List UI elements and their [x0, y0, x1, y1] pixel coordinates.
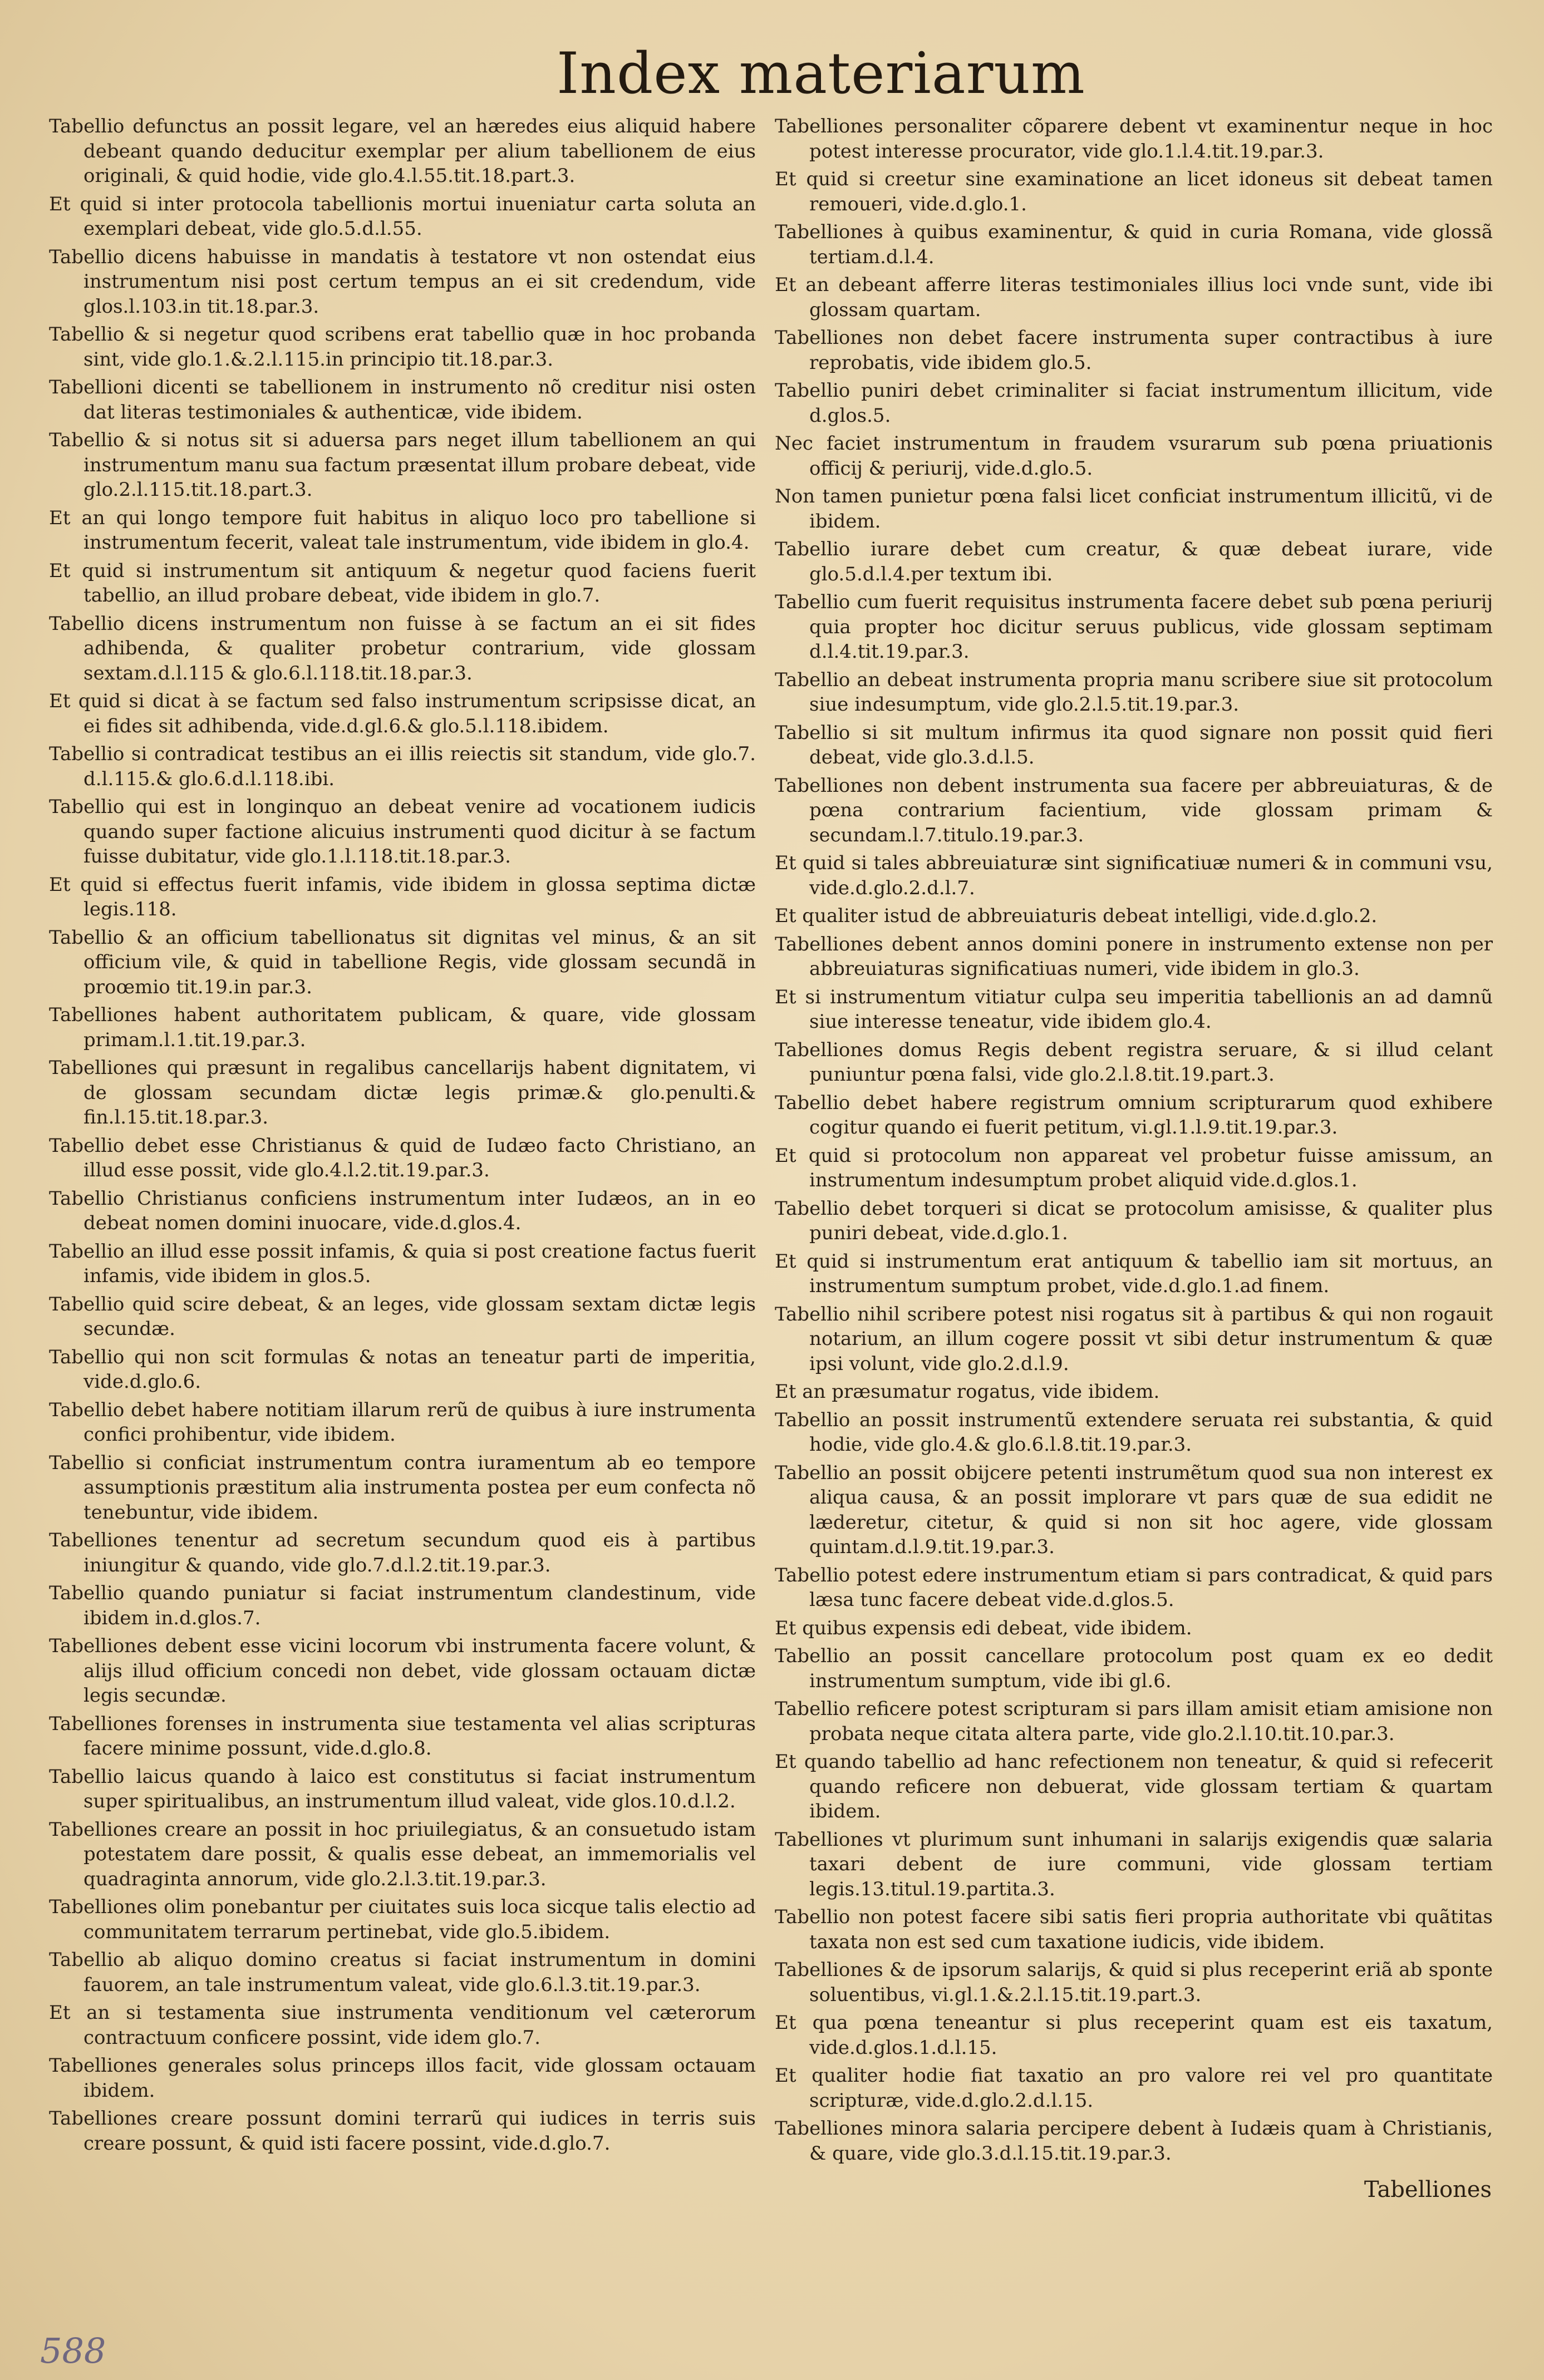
index-entry: Tabellio iurare debet cum creatur, & quæ debeat iurare, vide glo.5.d.l.4.per textum ibi.	[775, 538, 1493, 585]
index-entry: Tabellio defunctus an possit legare, vel an hæredes eius aliquid habere debeant quando deducitur exemplar per alium tabellionem de eius originali, & quid hodie, vide glo.4.l.55.tit.18.part.3.	[49, 115, 756, 187]
index-entry: Tabellio qui non scit formulas & notas an teneatur parti de imperitia, vide.d.glo.6.	[49, 1346, 756, 1393]
index-entry: Tabellio si contradicat testibus an ei illis reiectis sit standum, vide glo.7. d.l.115.& glo.6.d.l.118.ibi.	[49, 743, 756, 790]
index-entry: Tabelliones qui præsunt in regalibus cancellarijs habent dignitatem, vi de glossam secundam dictæ legis primæ.& glo.penulti.& fin.l.15.tit.18.par.3.	[49, 1057, 756, 1129]
index-entry: Tabelliones minora salaria percipere debent à Iudæis quam à Christianis, & quare, vide glo.3.d.l.15.tit.19.par.3.	[775, 2117, 1493, 2165]
index-entry: Tabellio an debeat instrumenta propria manu scribere siue sit protocolum siue indesumptum, vide glo.2.l.5.tit.19.par.3.	[775, 668, 1493, 716]
index-entry: Tabellio laicus quando à laico est constitutus si faciat instrumentum super spiritualibus, an instrumentum illud valeat, vide glos.10.d.l.2.	[49, 1765, 756, 1812]
index-entry: Nec faciet instrumentum in fraudem vsurarum sub pœna priuationis officij & periurij, vide.d.glo.5.	[775, 432, 1493, 480]
index-entry: Et an qui longo tempore fuit habitus in aliquo loco pro tabellione si instrumentum fecerit, valeat tale instrumentum, vide ibidem in glo.4.	[49, 506, 756, 554]
index-entry: Tabellio an possit cancellare protocolum post quam ex eo dedit instrumentum sumptum, vide ibi gl.6.	[775, 1645, 1493, 1692]
index-entry: Tabelliones creare an possit in hoc priuilegiatus, & an consuetudo istam potestatem dare possit, & qualis esse debeat, an immemorialis vel quadraginta annorum, vide glo.2.l.3.tit.19.par.3.	[49, 1818, 756, 1890]
index-entry: Tabellio an possit instrumentũ extendere seruata rei substantia, & quid hodie, vide glo.4.& glo.6.l.8.tit.19.par.3.	[775, 1408, 1493, 1456]
index-entry: Tabellio & si notus sit si aduersa pars neget illum tabellionem an qui instrumentum manu sua factum præsentat illum probare debeat, vide glo.2.l.115.tit.18.part.3.	[49, 429, 756, 501]
index-entry: Tabellio dicens instrumentum non fuisse à se factum an ei sit fides adhibenda, & qualiter probetur contrarium, vide glossam sextam.d.l.115 & glo.6.l.118.tit.18.par.3.	[49, 612, 756, 684]
index-entry: Tabellio qui est in longinquo an debeat venire ad vocationem iudicis quando super factione alicuius instrumenti quod dicitur à se factum fuisse dubitatur, vide glo.1.l.118.tit.18.par.3.	[49, 796, 756, 868]
index-entry: Et quid si creetur sine examinatione an licet idoneus sit debeat tamen remoueri, vide.d.glo.1.	[775, 168, 1493, 215]
index-entry: Tabelliones habent authoritatem publicam, & quare, vide glossam primam.l.1.tit.19.par.3.	[49, 1004, 756, 1051]
index-entry: Tabellio debet torqueri si dicat se protocolum amisisse, & qualiter plus puniri debeat, vide.d.glo.1.	[775, 1197, 1493, 1244]
index-entry: Et si instrumentum vitiatur culpa seu imperitia tabellionis an ad damnũ siue interesse teneatur, vide ibidem glo.4.	[775, 985, 1493, 1033]
index-entry: Et qualiter hodie fiat taxatio an pro valore rei vel pro quantitate scripturæ, vide.d.glo.2.d.l.15.	[775, 2064, 1493, 2112]
index-entry: Tabelliones non debet facere instrumenta super contractibus à iure reprobatis, vide ibidem glo.5.	[775, 327, 1493, 374]
index-entry: Tabellio & si negetur quod scribens erat tabellio quæ in hoc probanda sint, vide glo.1.&.2.l.115.in principio tit.18.par.3.	[49, 323, 756, 371]
index-entry: Et qua pœna teneantur si plus receperint quam est eis taxatum, vide.d.glos.1.d.l.15.	[775, 2012, 1493, 2059]
index-entry: Tabellio & an officium tabellionatus sit dignitas vel minus, & an sit officium vile, & quid in tabellione Regis, vide glossam secundã in proœmio tit.19.in par.3.	[49, 926, 756, 998]
index-entry: Et quibus expensis edi debeat, vide ibidem.	[775, 1617, 1192, 1639]
index-entry: Et an si testamenta siue instrumenta venditionum vel cæterorum contractuum conficere possint, vide idem glo.7.	[49, 2002, 756, 2049]
index-entry: Tabellio debet habere registrum omnium scripturarum quod exhibere cogitur quando ei fuerit petitum, vi.gl.1.l.9.tit.19.par.3.	[775, 1091, 1493, 1139]
index-entry: Tabellio dicens habuisse in mandatis à testatore vt non ostendat eius instrumentum nisi post certum tempus an ei sit credendum, vide glos.l.103.in tit.18.par.3.	[49, 245, 756, 318]
index-column-right	[775, 114, 1493, 2201]
index-entry: Tabellio nihil scribere potest nisi rogatus sit à partibus & qui non rogauit notarium, an illum cogere possit vt sibi detur instrumentum & quæ ipsi volunt, vide glo.2.d.l.9.	[775, 1303, 1493, 1375]
index-entry: Tabellio debet habere notitiam illarum rerũ de quibus à iure instrumenta confici prohibentur, vide ibidem.	[49, 1398, 756, 1446]
index-entry: Non tamen punietur pœna falsi licet conficiat instrumentum illicitũ, vi de ibidem.	[775, 485, 1493, 533]
index-entry: Tabellio non potest facere sibi satis fieri propria authoritate vbi quãtitas taxata non est sed cum taxatione iudicis, vide ibidem.	[775, 1906, 1493, 1953]
index-entry: Tabellio si sit multum infirmus ita quod signare non possit quid fieri debeat, vide glo.3.d.l.5.	[775, 721, 1493, 768]
page-title: Index materiarum	[557, 41, 1085, 107]
index-entry: Et quid si effectus fuerit infamis, vide ibidem in glossa septima dictæ legis.118.	[49, 873, 756, 920]
index-entry: Tabellio reficere potest scripturam si pars illam amisit etiam amisione non probata neque citata altera parte, vide glo.2.l.10.tit.10.par.3.	[775, 1698, 1493, 1745]
index-entry: Tabellio puniri debet criminaliter si faciat instrumentum illicitum, vide d.glos.5.	[775, 380, 1493, 427]
index-entry: Tabelliones olim ponebantur per ciuitates suis loca sicque talis electio ad communitatem terrarum pertinebat, vide glo.5.ibidem.	[49, 1896, 756, 1943]
index-entry: Tabellio si conficiat instrumentum contra iuramentum ab eo tempore assumptionis præstitum alia instrumenta postea per eum confecta nõ tenebuntur, vide ibidem.	[49, 1451, 756, 1524]
index-entry: Et quando tabellio ad hanc refectionem non teneatur, & quid si refecerit quando reficere non debuerat, vide glossam tertiam & quartam ibidem.	[775, 1751, 1493, 1822]
index-entry: Tabellioni dicenti se tabellionem in instrumento nõ creditur nisi osten dat literas testimoniales & authenticæ, vide ibidem.	[49, 376, 756, 423]
index-entry: Et quid si tales abbreuiaturæ sint significatiuæ numeri & in communi vsu, vide.d.glo.2.d.l.7.	[775, 852, 1493, 899]
index-entry: Tabellio quando puniatur si faciat instrumentum clandestinum, vide ibidem in.d.glos.7.	[49, 1582, 756, 1629]
index-entry: Tabelliones à quibus examinentur, & quid in curia Romana, vide glossã tertiam.d.l.4.	[775, 221, 1493, 268]
index-entry: Tabellio an illud esse possit infamis, & quia si post creatione factus fuerit infamis, vide ibidem in glos.5.	[49, 1240, 756, 1287]
index-entry: Tabelliones debent esse vicini locorum vbi instrumenta facere volunt, & alijs illud officium concedi non debet, vide glossam octauam dictæ legis secundæ.	[49, 1635, 756, 1707]
index-entry: Tabelliones debent annos domini ponere in instrumento extense non per abbreuiaturas significatiuas numeri, vide ibidem in glo.3.	[775, 933, 1493, 980]
catchword: Tabelliones	[1364, 2177, 1492, 2202]
index-entry: Tabelliones domus Regis debent registra seruare, & si illud celant puniuntur pœna falsi, vide glo.2.l.8.tit.19.part.3.	[775, 1038, 1493, 1086]
index-entry: Tabellio debet esse Christianus & quid de Iudæo facto Christiano, an illud esse possit, vide glo.4.l.2.tit.19.par.3.	[49, 1134, 756, 1181]
index-entry: Et quid si protocolum non appareat vel probetur fuisse amissum, an instrumentum indesumptum probet aliquid vide.d.glos.1.	[775, 1144, 1493, 1191]
index-entry: Et quid si instrumentum sit antiquum & negetur quod faciens fuerit tabellio, an illud probare debeat, vide ibidem in glo.7.	[49, 559, 756, 607]
shelfmark-number: 588	[40, 2330, 106, 2371]
index-entry: Et qualiter istud de abbreuiaturis debeat intelligi, vide.d.glo.2.	[775, 905, 1378, 927]
index-entry: Tabelliones tenentur ad secretum secundum quod eis à partibus iniungitur & quando, vide glo.7.d.l.2.tit.19.par.3.	[49, 1529, 756, 1576]
index-entry: Tabellio cum fuerit requisitus instrumenta facere debet sub pœna periurij quia propter hoc dicitur seruus publicus, vide glossam septimam d.l.4.tit.19.par.3.	[775, 591, 1493, 663]
index-entry: Tabellio Christianus conficiens instrumentum inter Iudæos, an in eo debeat nomen domini inuocare, vide.d.glos.4.	[49, 1187, 756, 1234]
index-entry: Tabelliones & de ipsorum salarijs, & quid si plus receperint eriã ab sponte soluentibus, vi.gl.1.&.2.l.15.tit.19.part.3.	[775, 1959, 1493, 2006]
index-entry: Tabelliones non debent instrumenta sua facere per abbreuiaturas, & de pœna contrarium facientium, vide glossam primam & secundam.l.7.titulo.19.par.3.	[775, 774, 1493, 846]
index-column-left	[49, 114, 756, 2206]
index-entry: Tabellio potest edere instrumentum etiam si pars contradicat, & quid pars læsa tunc facere debeat vide.d.glos.5.	[775, 1564, 1493, 1611]
index-entry: Tabelliones vt plurimum sunt inhumani in salarijs exigendis quæ salaria taxari debent de iure communi, vide glossam tertiam legis.13.titul.19.partita.3.	[775, 1828, 1493, 1900]
index-entry: Tabellio quid scire debeat, & an leges, vide glossam sextam dictæ legis secundæ.	[49, 1293, 756, 1340]
index-entry: Et quid si inter protocola tabellionis mortui inueniatur carta soluta an exemplari debeat, vide glo.5.d.l.55.	[49, 193, 756, 240]
index-entry: Tabelliones forenses in instrumenta siue testamenta vel alias scripturas facere minime possunt, vide.d.glo.8.	[49, 1712, 756, 1760]
index-entry: Tabellio ab aliquo domino creatus si faciat instrumentum in domini fauorem, an tale instrumentum valeat, vide glo.6.l.3.tit.19.par.3.	[49, 1949, 756, 1996]
index-entry: Et an præsumatur rogatus, vide ibidem.	[775, 1381, 1160, 1403]
index-entry: Et quid si dicat à se factum sed falso instrumentum scripsisse dicat, an ei fides sit adhibenda, vide.d.gl.6.& glo.5.l.118.ibidem.	[49, 690, 756, 737]
index-entry: Et an debeant afferre literas testimoniales illius loci vnde sunt, vide ibi glossam quartam.	[775, 274, 1493, 321]
index-entry: Tabellio an possit obijcere petenti instrumẽtum quod sua non interest ex aliqua causa, & an possit implorare vt pars quæ de sua edidit ne læderetur, citetur, & quid si non sit hoc agere, vide glossam quintam.d.l.9.tit.19.par.3.	[775, 1461, 1493, 1558]
index-entry: Et quid si instrumentum erat antiquum & tabellio iam sit mortuus, an instrumentum sumptum probet, vide.d.glo.1.ad finem.	[775, 1250, 1493, 1297]
index-entry: Tabelliones personaliter cõparere debent vt examinentur neque in hoc potest interesse procurator, vide glo.1.l.4.tit.19.par.3.	[775, 115, 1493, 162]
index-entry: Tabelliones creare possunt domini terrarũ qui iudices in terris suis creare possunt, & quid isti facere possint, vide.d.glo.7.	[49, 2107, 756, 2155]
index-entry: Tabelliones generales solus princeps illos facit, vide glossam octauam ibidem.	[49, 2054, 756, 2102]
